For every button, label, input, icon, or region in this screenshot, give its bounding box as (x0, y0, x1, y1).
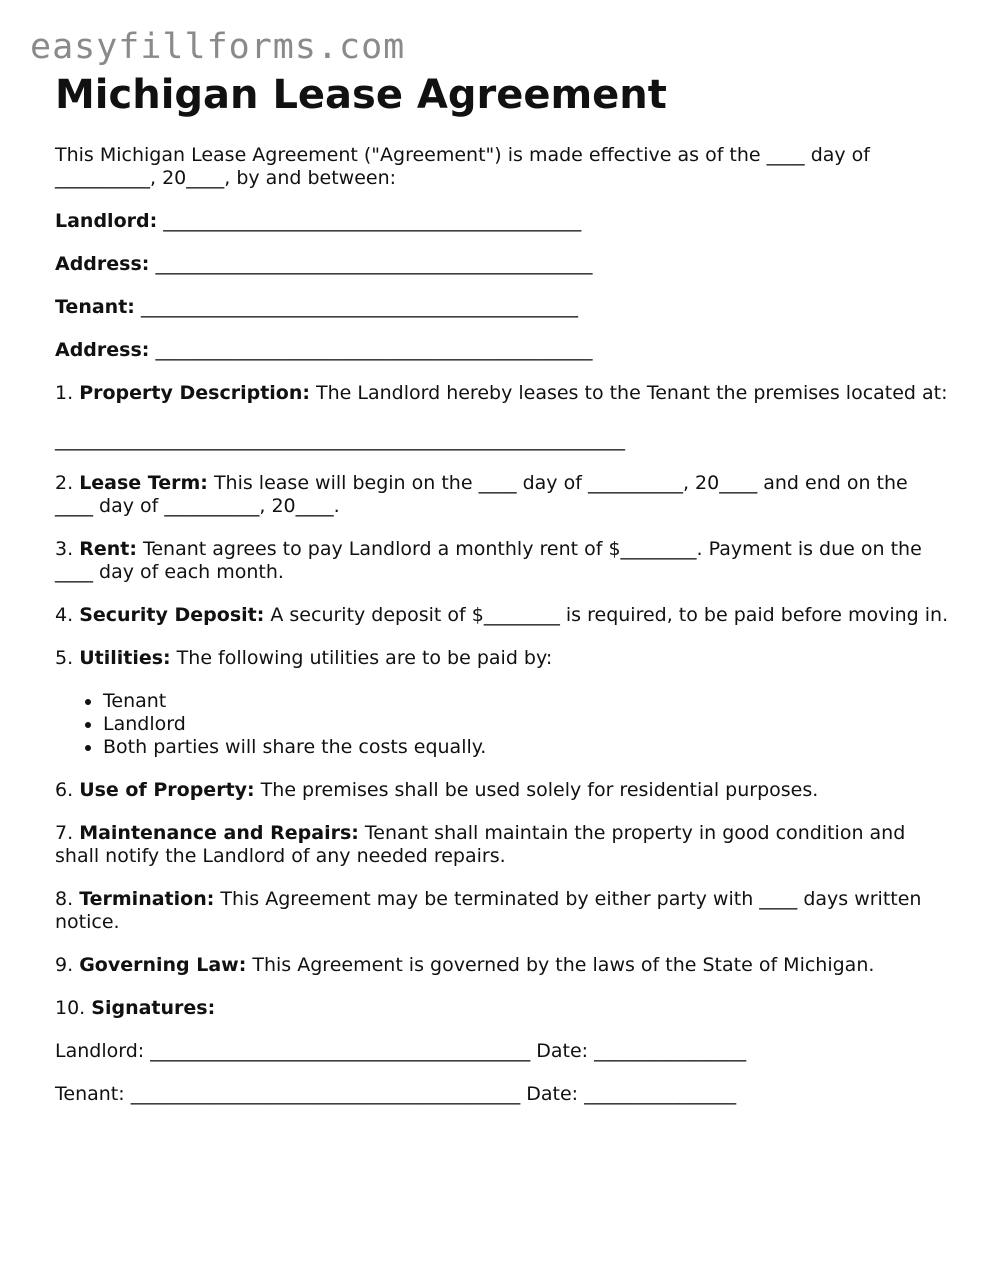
field-blank[interactable]: ______________________________________________ (155, 253, 593, 275)
section-number: 6. (55, 779, 74, 801)
section-text: This Agreement may be terminated by either party with ____ days written notice. (55, 888, 922, 933)
section-text: Tenant shall maintain the property in good condition and shall notify the Landlord of any needed repairs. (55, 822, 906, 867)
section-number: 4. (55, 604, 74, 626)
section-number: 10. (55, 997, 86, 1019)
field-label: Landlord: (55, 210, 158, 232)
section-number: 1. (55, 382, 74, 404)
section-maintenance-repairs (55, 822, 950, 868)
field-label: Address: (55, 339, 150, 361)
section-heading: Use of Property: (79, 779, 255, 801)
section-utilities (55, 647, 950, 670)
document-page (55, 72, 950, 1126)
date-label: Date: (520, 1083, 585, 1105)
utilities-option-landlord: • Landlord (103, 713, 950, 736)
section-text: This lease will begin on the ____ day of __________, 20____ and end on the ____ day of __________, 20____. (55, 472, 908, 517)
section-heading: Maintenance and Repairs: (79, 822, 359, 844)
field-blank[interactable]: ____________________________________________ (163, 210, 582, 232)
field-label: Address: (55, 253, 150, 275)
section-heading: Termination: (79, 888, 215, 910)
utilities-option-shared: • Both parties will share the costs equally. (103, 736, 950, 759)
section-number: 3. (55, 538, 74, 560)
section-text: Tenant agrees to pay Landlord a monthly rent of $________. Payment is due on the ____ day of each month. (55, 538, 922, 583)
tenant-signature-line[interactable] (55, 1083, 950, 1106)
section-security-deposit (55, 604, 950, 627)
section-heading: Lease Term: (79, 472, 208, 494)
date-blank[interactable]: ________________ (594, 1040, 747, 1062)
section-number: 9. (55, 954, 74, 976)
section-number: 7. (55, 822, 74, 844)
section-heading: Governing Law: (79, 954, 247, 976)
section-text: The following utilities are to be paid by: (170, 647, 553, 669)
intro-paragraph: This Michigan Lease Agreement ("Agreement") is made effective as of the ____ day of __________, 20____, by and between: (55, 144, 870, 189)
signature-label: Landlord: (55, 1040, 151, 1062)
section-heading: Security Deposit: (79, 604, 265, 626)
document-title: Michigan Lease Agreement (55, 72, 667, 118)
section-rent (55, 538, 950, 584)
signature-blank[interactable]: _________________________________________ (130, 1083, 521, 1105)
section-heading: Signatures: (91, 997, 216, 1019)
property-address-blank[interactable]: ____________________________________________________________ (55, 429, 625, 451)
field-label: Tenant: (55, 296, 135, 318)
utilities-option-tenant: • Tenant (103, 690, 950, 713)
section-governing-law (55, 954, 950, 977)
section-use-of-property (55, 779, 950, 802)
landlord-name-field[interactable] (55, 210, 950, 233)
section-lease-term (55, 472, 950, 518)
section-property-description (55, 382, 950, 405)
watermark-logo: easyfillforms.com (30, 27, 406, 67)
section-text: The Landlord hereby leases to the Tenant the premises located at: (309, 382, 948, 404)
section-heading: Utilities: (79, 647, 171, 669)
section-number: 5. (55, 647, 74, 669)
signature-blank[interactable]: ________________________________________ (150, 1040, 531, 1062)
section-heading: Property Description: (79, 382, 310, 404)
landlord-address-field[interactable] (55, 253, 950, 276)
section-text: This Agreement is governed by the laws of the State of Michigan. (246, 954, 875, 976)
landlord-signature-line[interactable] (55, 1040, 950, 1063)
utilities-options-list (55, 690, 950, 759)
date-blank[interactable]: ________________ (584, 1083, 737, 1105)
field-blank[interactable]: ______________________________________________ (155, 339, 593, 361)
signature-label: Tenant: (55, 1083, 131, 1105)
section-text: The premises shall be used solely for residential purposes. (254, 779, 819, 801)
tenant-name-field[interactable] (55, 296, 950, 319)
field-blank[interactable]: ______________________________________________ (140, 296, 578, 318)
section-number: 2. (55, 472, 74, 494)
section-termination (55, 888, 950, 934)
tenant-address-field[interactable] (55, 339, 950, 362)
date-label: Date: (530, 1040, 595, 1062)
section-heading: Rent: (79, 538, 137, 560)
section-signatures (55, 997, 950, 1020)
section-number: 8. (55, 888, 74, 910)
section-text: A security deposit of $________ is required, to be paid before moving in. (264, 604, 949, 626)
